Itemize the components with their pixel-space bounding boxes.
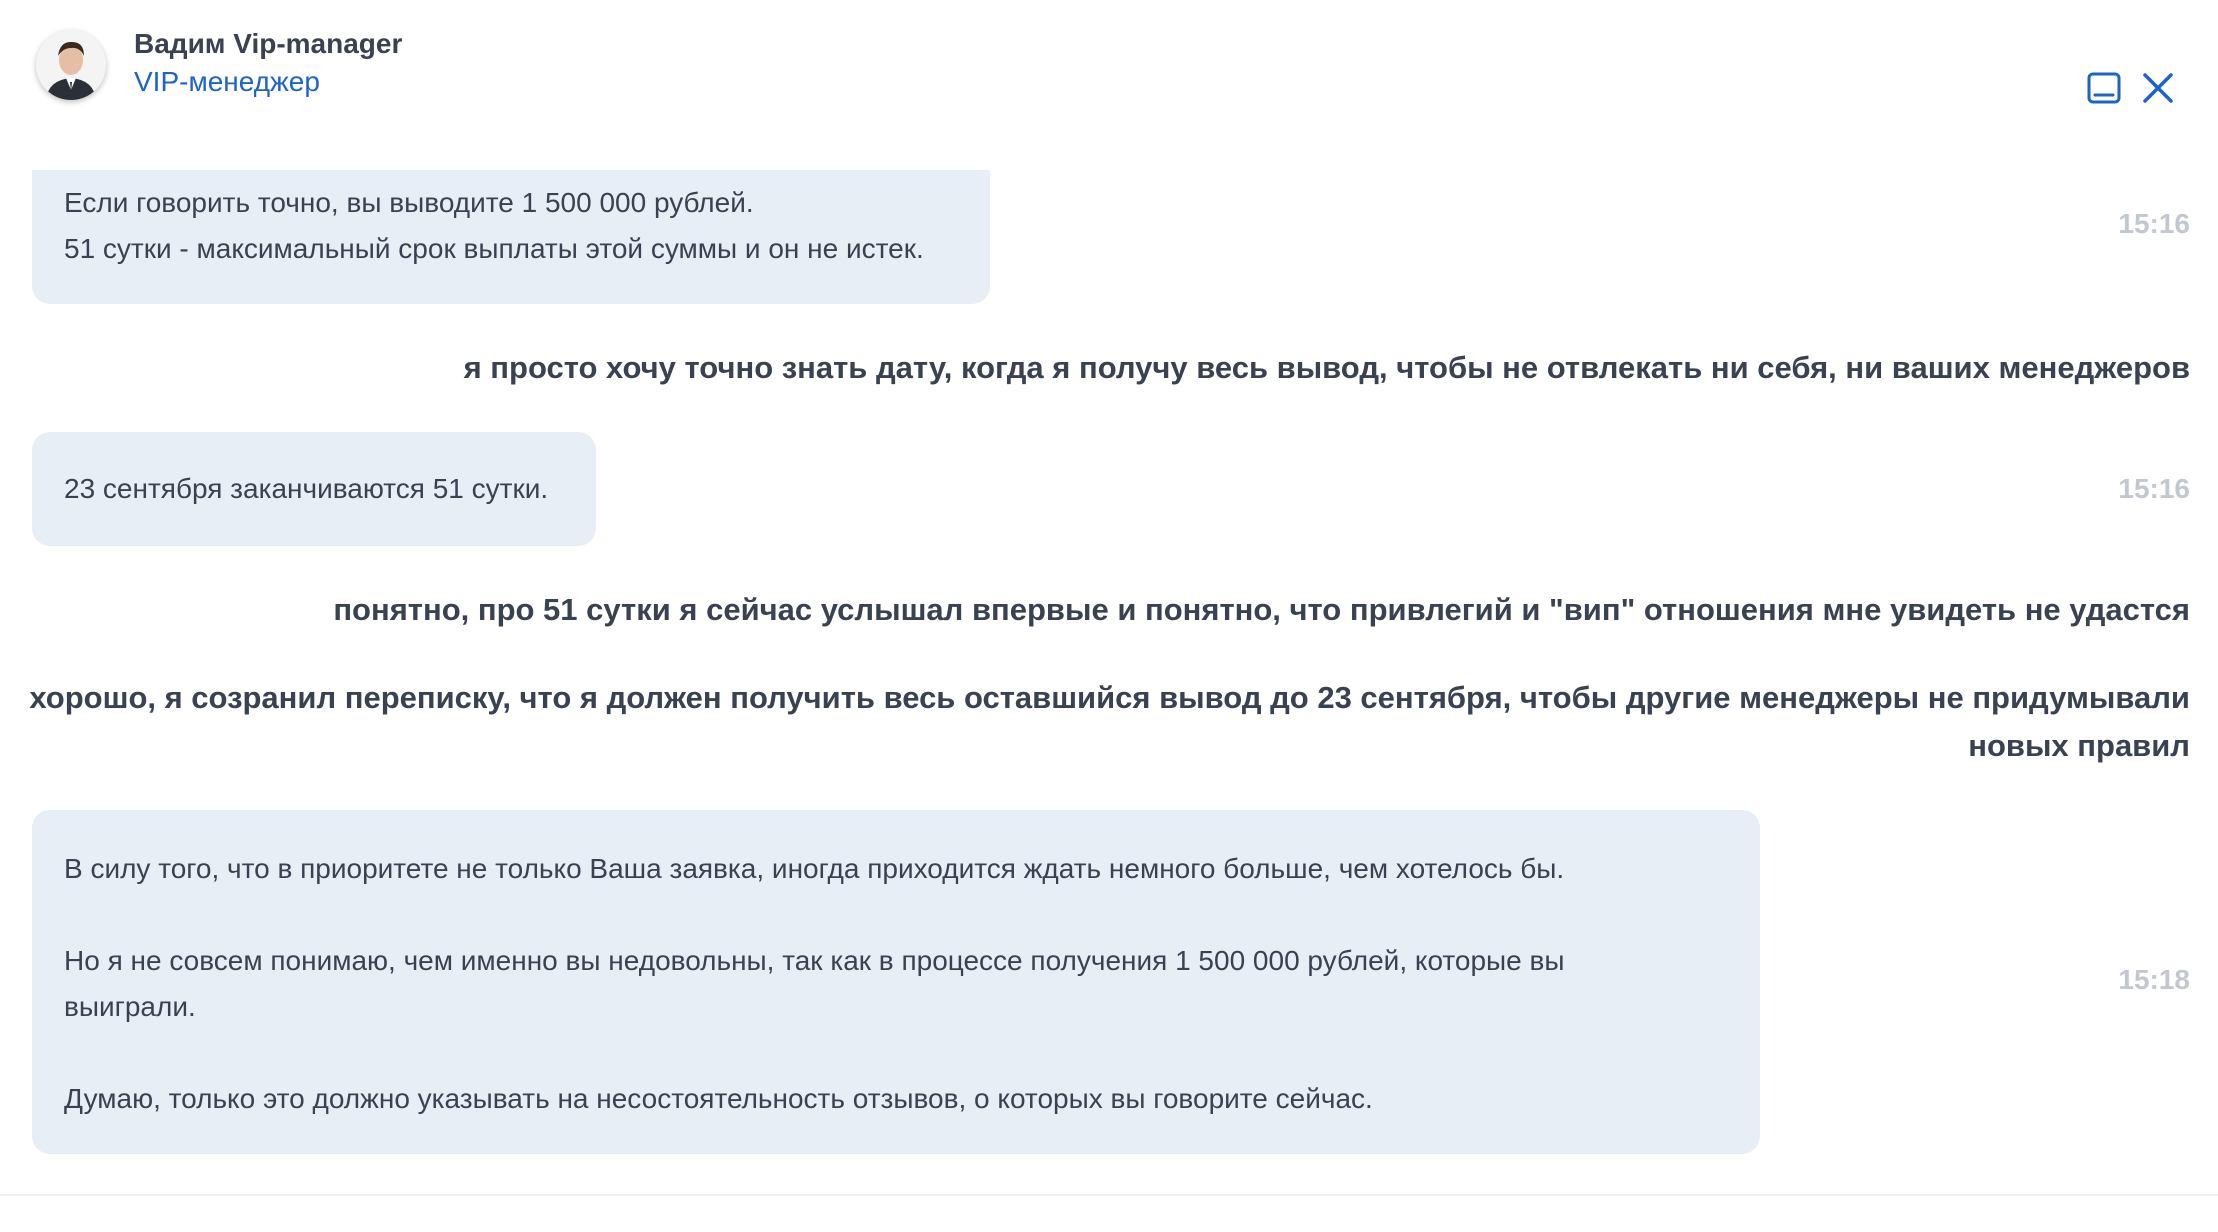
message-line: хорошо, я созранил переписку, что я должен получить весь оставшийся вывод до 23 сентября, чтобы другие менеджеры не придумывали: [29, 680, 2190, 715]
agent-name: Вадим Vip-manager: [134, 28, 403, 59]
user-message: [29, 674, 2190, 770]
message-text: 51 сутки - максимальный срок выплаты этой суммы и он не истек.: [64, 233, 924, 264]
close-icon: [2138, 68, 2178, 108]
message-text: выиграли.: [64, 991, 196, 1022]
manager-avatar: [36, 30, 106, 100]
message-time: 15:16: [2118, 208, 2190, 239]
person-icon: [36, 30, 106, 100]
manager-message: [32, 432, 596, 546]
agent-role: VIP-менеджер: [134, 66, 320, 97]
manager-message: [32, 170, 990, 304]
message-text: Но я не совсем понимаю, чем именно вы недовольны, так как в процессе получения 1 500 000 рублей, которые вы: [64, 945, 1565, 976]
manager-message: [32, 810, 1760, 1154]
minimize-icon: [2084, 68, 2124, 108]
minimize-button[interactable]: [2084, 68, 2124, 108]
message-time: 15:18: [2118, 964, 2190, 995]
message-text: 23 сентября заканчиваются 51 сутки.: [64, 473, 549, 504]
message-text: Думаю, только это должно указывать на несостоятельность отзывов, о которых вы говорите сейчас.: [64, 1083, 1373, 1114]
message-time: 15:16: [2118, 473, 2190, 504]
user-message: понятно, про 51 сутки я сейчас услышал впервые и понятно, что привлегий и "вип" отношения мне увидеть не удастся: [333, 592, 2190, 627]
divider: [0, 1194, 2218, 1196]
chat-header: [0, 0, 2218, 170]
user-message: я просто хочу точно знать дату, когда я получу весь вывод, чтобы не отвлекать ни себя, ни ваших менеджеров: [463, 350, 2190, 385]
message-line: новых правил: [1968, 728, 2190, 763]
close-button[interactable]: [2138, 68, 2178, 108]
message-text: Если говорить точно, вы выводите 1 500 000 рублей.: [64, 187, 754, 218]
message-text: В силу того, что в приоритете не только Ваша заявка, иногда приходится ждать немного больше, чем хотелось бы.: [64, 853, 1565, 884]
